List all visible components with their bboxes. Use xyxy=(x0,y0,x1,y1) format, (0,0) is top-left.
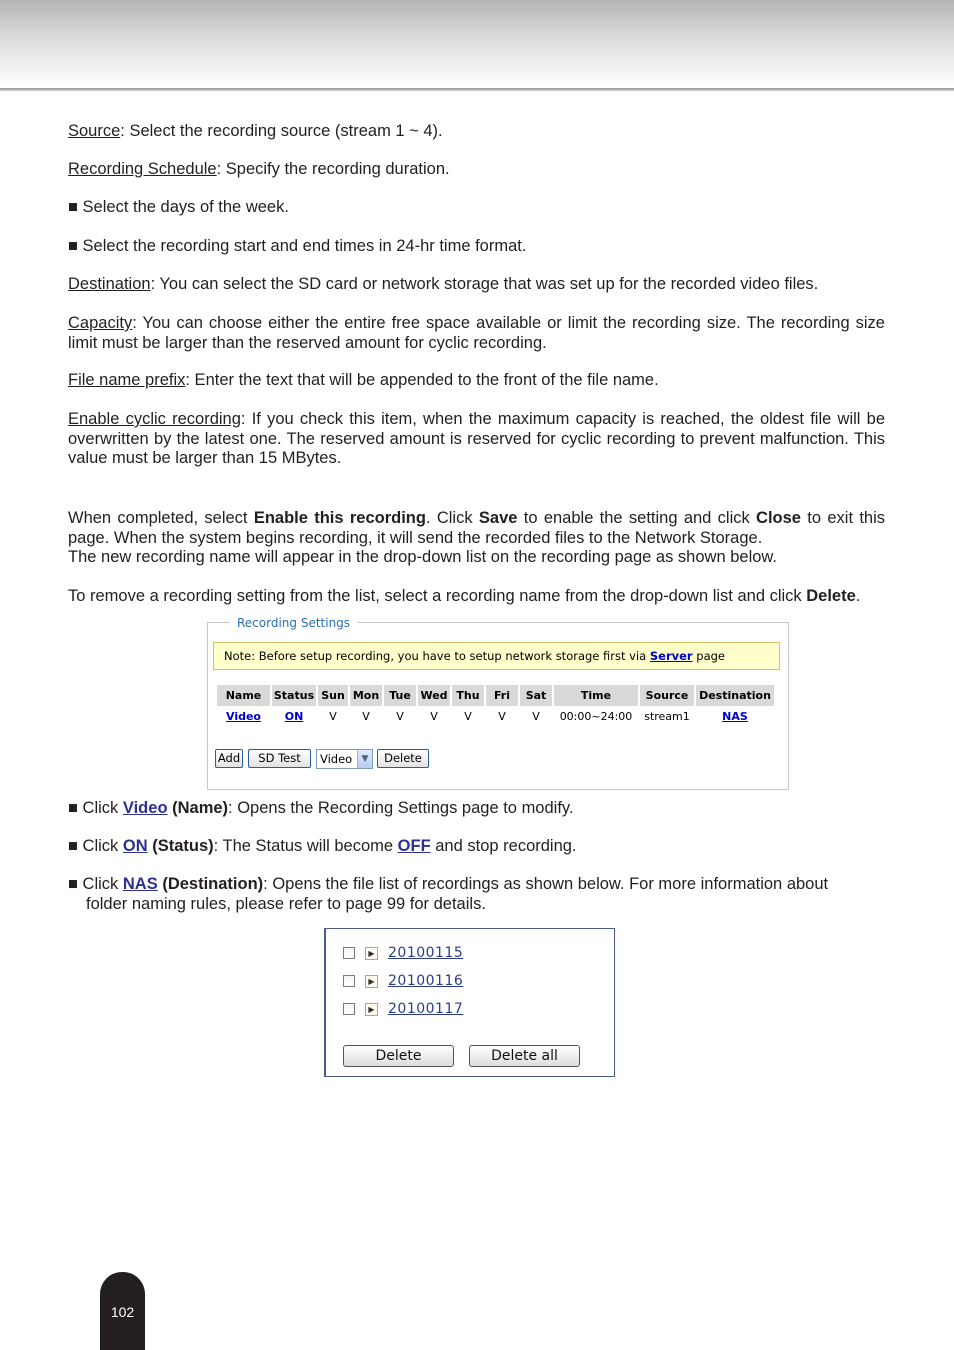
cell-sun: V xyxy=(329,709,337,723)
recording-table xyxy=(215,685,776,726)
para-capacity xyxy=(68,314,885,353)
bullet-on-text-2: and stop recording. xyxy=(430,837,577,855)
storage-note xyxy=(213,642,780,670)
bullet-video-bold: (Name) xyxy=(167,799,229,817)
completed-text-4: to exit this page. When the system begins recording, it will send the recorded files to the Network Storage. xyxy=(68,509,886,547)
cell-sat: V xyxy=(532,709,540,723)
nas-link[interactable]: NAS xyxy=(122,875,158,893)
bullet-on-bold: (Status) xyxy=(147,837,214,855)
completed-text-2: . Click xyxy=(425,509,479,527)
term-cyclic: Enable cyclic recording xyxy=(68,410,241,428)
header-destination: Destination xyxy=(696,685,774,706)
bullet-video xyxy=(68,799,885,819)
desc-destination: : You can select the SD card or network storage that was set up for the recorded video files. xyxy=(150,275,819,293)
folder-link[interactable]: 20100117 xyxy=(388,1001,464,1017)
arrow-right-icon: ▶ xyxy=(365,975,378,988)
remove-text-1: To remove a recording setting from the list, select a recording name from the drop-down list and click xyxy=(68,587,807,605)
folder-link[interactable]: 20100116 xyxy=(388,973,464,989)
para-schedule xyxy=(68,160,885,180)
cell-thu: V xyxy=(464,709,472,723)
table-row xyxy=(217,706,774,726)
file-delete-all-button[interactable]: Delete all xyxy=(469,1045,580,1067)
term-prefix: File name prefix xyxy=(68,371,186,389)
header-wed: Wed xyxy=(418,685,450,706)
bullet-nas-text: : Opens the file list of recordings as shown below. For more information about xyxy=(263,875,829,893)
header-sun: Sun xyxy=(318,685,348,706)
term-destination: Destination xyxy=(68,275,151,293)
file-list-panel xyxy=(324,928,615,1077)
para-prefix xyxy=(68,371,885,391)
recording-name-link[interactable]: Video xyxy=(226,709,261,723)
header-tue: Tue xyxy=(384,685,416,706)
recording-status-link[interactable]: ON xyxy=(284,709,304,723)
header-time: Time xyxy=(554,685,638,706)
page-number: 102 xyxy=(110,1304,135,1320)
para-days: ■ Select the days of the week. xyxy=(68,198,289,216)
header-mon: Mon xyxy=(350,685,382,706)
term-source: Source xyxy=(68,122,121,140)
desc-schedule: : Specify the recording duration. xyxy=(216,160,450,178)
term-capacity: Capacity xyxy=(68,314,133,332)
off-link[interactable]: OFF xyxy=(397,837,431,855)
arrow-right-icon: ▶ xyxy=(365,947,378,960)
desc-capacity: : You can choose either the entire free space available or limit the recording size. The recording size limit must be larger than the reserved amount for cyclic recording. xyxy=(68,314,885,352)
cell-time: 00:00~24:00 xyxy=(559,709,633,723)
bullet-nas-bold: (Destination) xyxy=(157,875,264,893)
bullet-on xyxy=(68,837,885,857)
file-checkbox[interactable] xyxy=(343,947,355,959)
para-completed xyxy=(68,509,885,568)
para-times: ■ Select the recording start and end times in 24-hr time format. xyxy=(68,237,527,255)
table-header-row xyxy=(217,685,774,706)
header-sat: Sat xyxy=(520,685,552,706)
header-status: Status xyxy=(272,685,316,706)
bullet-nas xyxy=(68,875,885,914)
note-prefix: Note: Before setup recording, you have to setup network storage first via xyxy=(224,649,650,663)
term-schedule: Recording Schedule xyxy=(68,160,217,178)
desc-prefix: : Enter the text that will be appended to the front of the file name. xyxy=(185,371,659,389)
file-delete-button[interactable]: Delete xyxy=(343,1045,454,1067)
completed-text-5: The new recording name will appear in the drop-down list on the recording page as shown below. xyxy=(68,548,778,566)
bullet-on-text: : The Status will become xyxy=(213,837,398,855)
header-name: Name xyxy=(217,685,270,706)
file-checkbox[interactable] xyxy=(343,1003,355,1015)
completed-bold-2: Save xyxy=(478,509,518,527)
recording-destination-link[interactable]: NAS xyxy=(722,709,748,723)
header-band xyxy=(0,0,954,88)
recording-settings-panel xyxy=(207,616,789,790)
recording-select-value: Video xyxy=(320,752,353,766)
desc-cyclic: : If you check this item, when the maximum capacity is reached, the oldest file will be overwritten by the latest one. The reserved amount is reserved for cyclic recording to prevent malfunction. This value must be larger than 15 MBytes. xyxy=(68,410,885,467)
para-destination xyxy=(68,275,885,295)
video-link[interactable]: Video xyxy=(122,799,168,817)
recording-settings-legend: Recording Settings xyxy=(230,616,357,630)
page-number-tab xyxy=(100,1272,145,1350)
folder-link[interactable]: 20100115 xyxy=(388,945,464,961)
para-source xyxy=(68,122,885,142)
bullet-on-pre: ■ Click xyxy=(68,837,123,855)
add-button[interactable]: Add xyxy=(215,749,243,768)
cell-wed: V xyxy=(430,709,438,723)
server-link[interactable]: Server xyxy=(649,649,693,663)
cell-fri: V xyxy=(498,709,506,723)
recording-select[interactable] xyxy=(316,749,373,769)
completed-bold-1: Enable this recording xyxy=(253,509,426,527)
bullet-nas-text-2: folder naming rules, please refer to page 99 for details. xyxy=(86,894,486,913)
bullet-video-pre: ■ Click xyxy=(68,799,123,817)
arrow-right-icon: ▶ xyxy=(365,1003,378,1016)
para-cyclic xyxy=(68,410,885,469)
on-link[interactable]: ON xyxy=(122,837,148,855)
note-suffix: page xyxy=(692,649,725,663)
completed-text-1: When completed, select xyxy=(68,509,254,527)
remove-bold-1: Delete xyxy=(806,587,856,605)
chevron-down-icon[interactable]: ▼ xyxy=(357,750,372,768)
header-rule xyxy=(0,88,954,91)
completed-bold-3: Close xyxy=(756,509,801,527)
cell-source: stream1 xyxy=(644,709,690,723)
file-checkbox[interactable] xyxy=(343,975,355,987)
header-source: Source xyxy=(640,685,694,706)
delete-button[interactable]: Delete xyxy=(377,749,429,768)
header-fri: Fri xyxy=(486,685,518,706)
cell-mon: V xyxy=(362,709,370,723)
header-thu: Thu xyxy=(452,685,484,706)
desc-source: : Select the recording source (stream 1 ~ 4). xyxy=(120,122,443,140)
sd-test-button[interactable]: SD Test xyxy=(248,749,311,768)
bullet-video-text: : Opens the Recording Settings page to modify. xyxy=(228,799,574,817)
bullet-nas-pre: ■ Click xyxy=(68,875,123,893)
cell-tue: V xyxy=(396,709,404,723)
remove-text-2: . xyxy=(855,587,861,605)
completed-text-3: to enable the setting and click xyxy=(517,509,757,527)
para-remove xyxy=(68,587,885,607)
